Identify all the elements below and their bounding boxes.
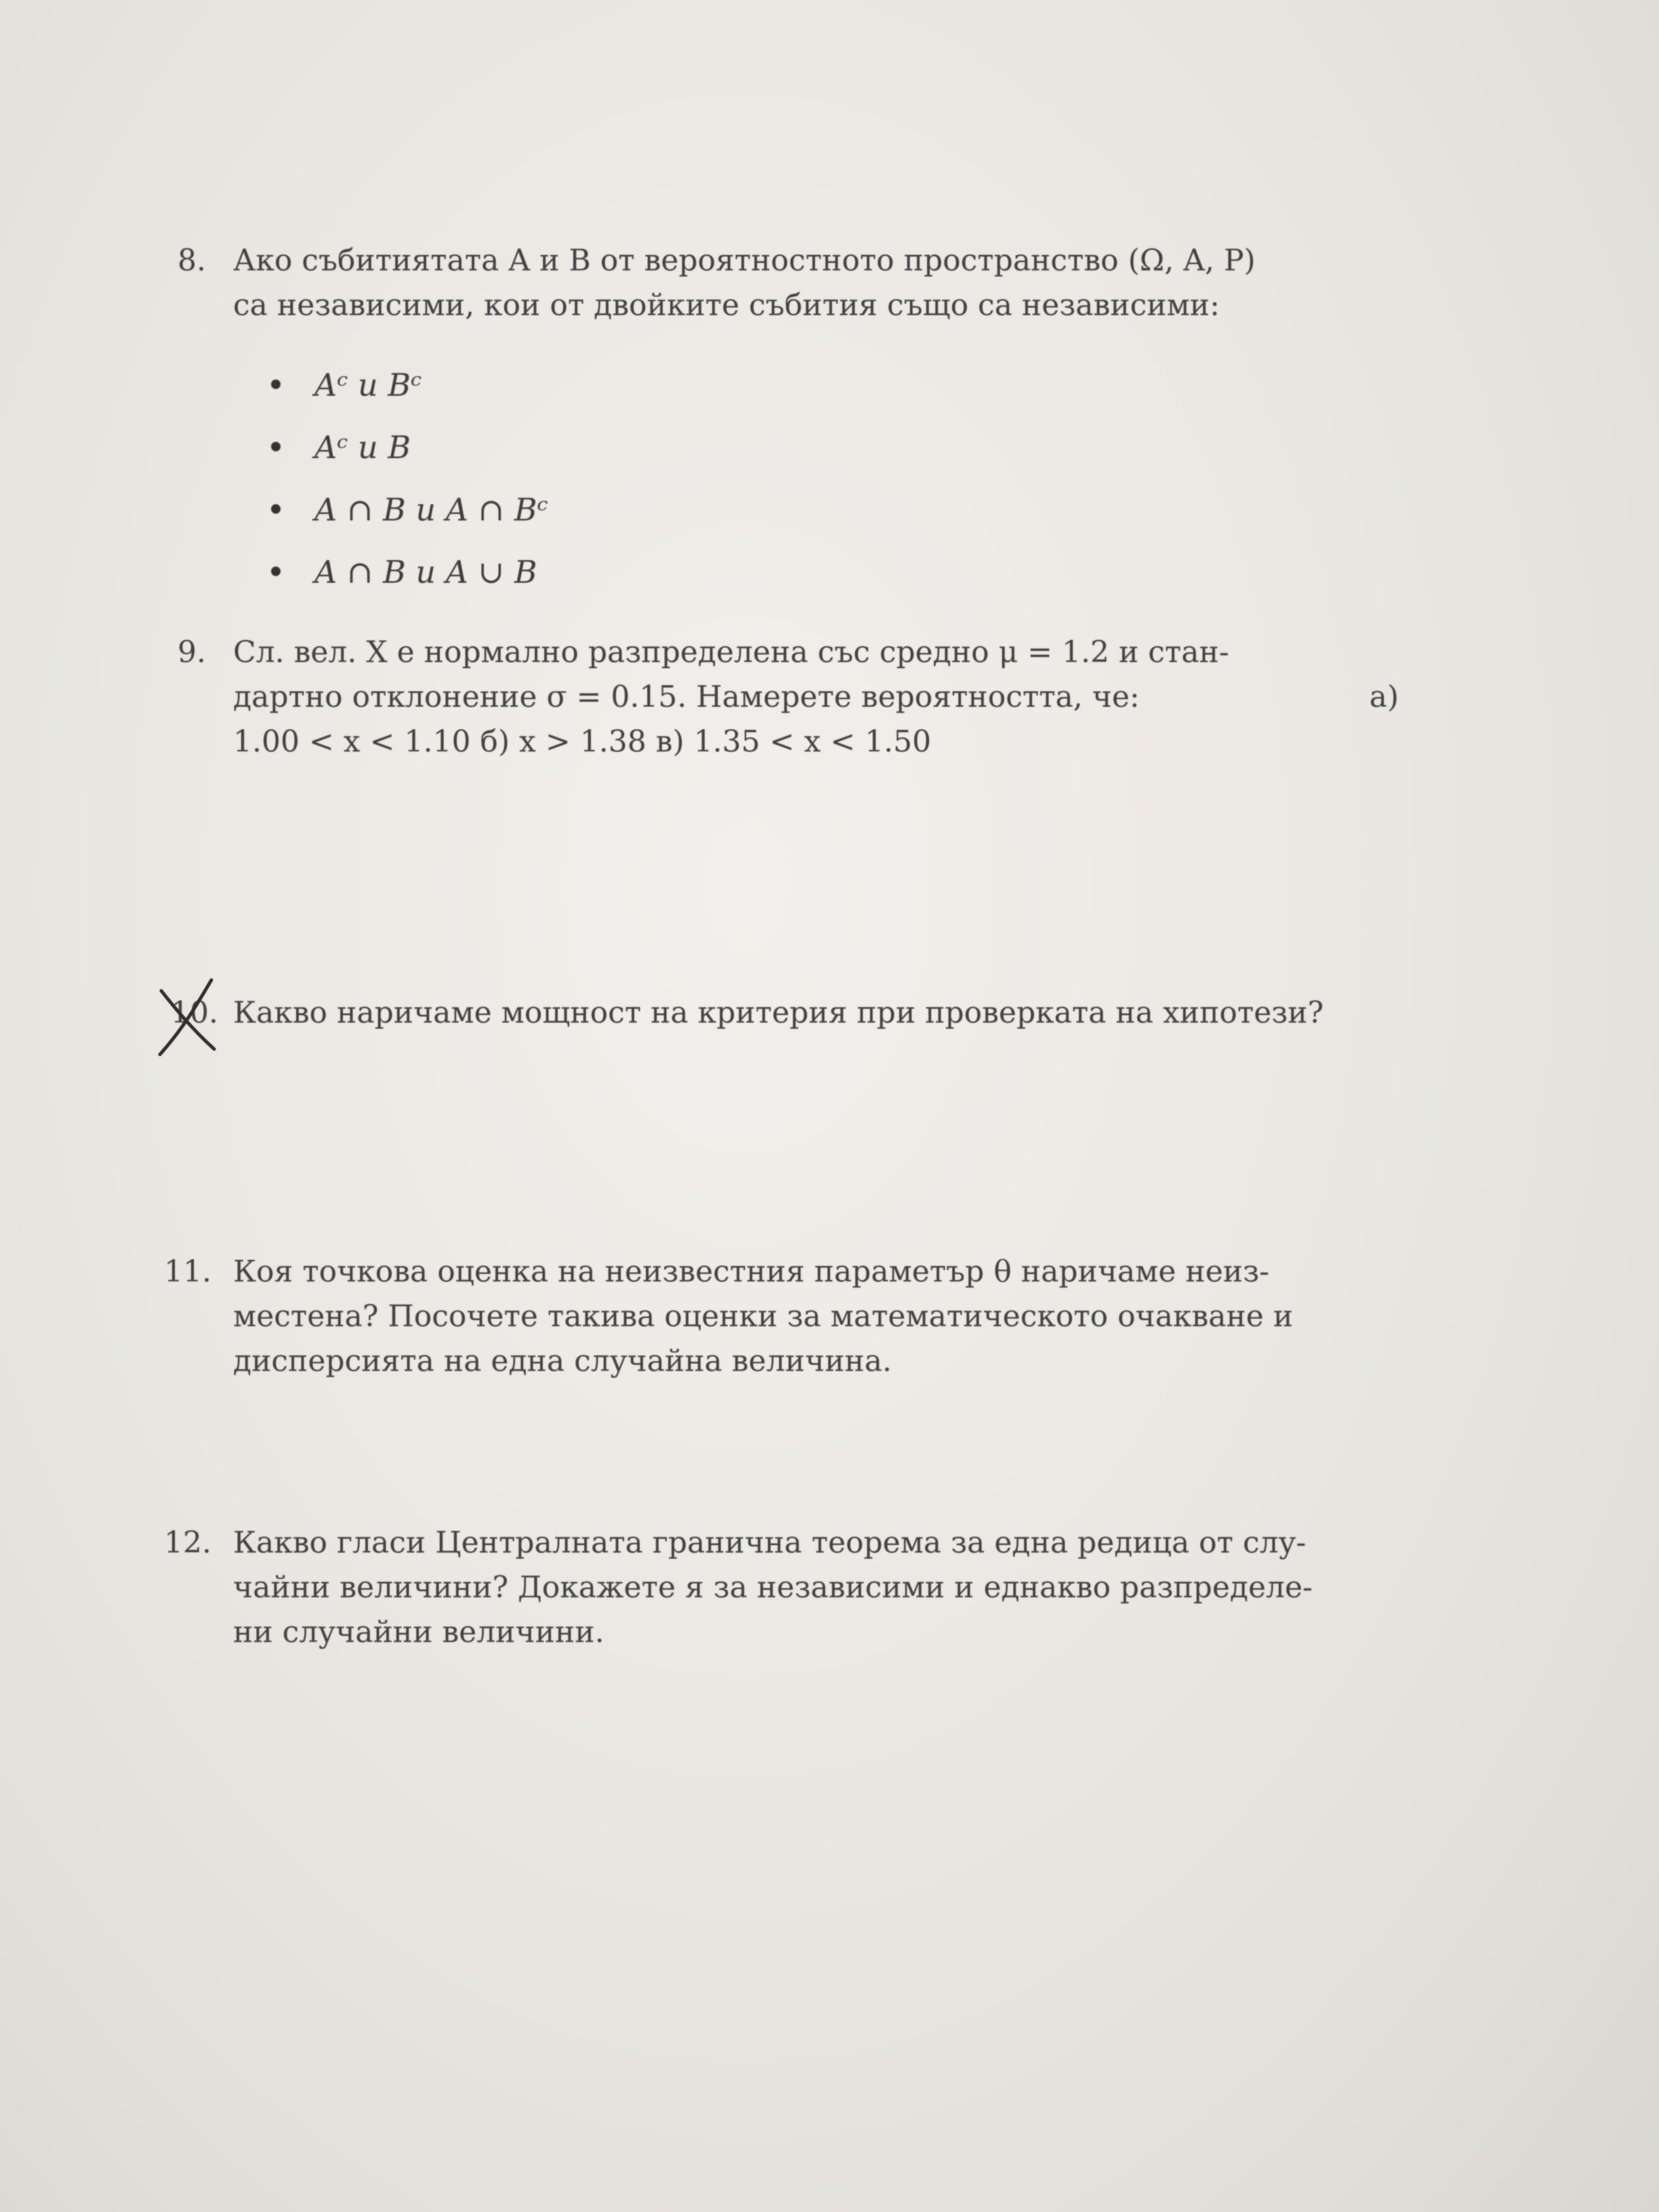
- question-number: 12.: [164, 1525, 211, 1560]
- question-line-row: [233, 675, 1399, 720]
- question-text: [233, 1250, 1399, 1384]
- question-number: 11.: [164, 1254, 211, 1289]
- question-line: Сл. вел. X е нормално разпределена със средно μ = 1.2 и стан-: [233, 635, 1229, 670]
- question-line: Какво наричаме мощност на критерия при проверката на хипотези?: [233, 996, 1324, 1030]
- option-text: A ∩ B и A ∩ Bᶜ: [314, 491, 548, 528]
- question-line: ни случайни величини.: [233, 1615, 605, 1650]
- question-text: [233, 630, 1399, 764]
- question-line: 1.00 < x < 1.10 б) x > 1.38 в) 1.35 < x < 1.50: [233, 724, 932, 759]
- bullet-icon: [271, 442, 281, 451]
- question-line: дартно отклонение σ = 0.15. Намерете вероятността, че:: [233, 680, 1140, 714]
- question-number: 10.: [171, 996, 218, 1030]
- bullet-icon: [271, 567, 281, 576]
- question-text: [233, 991, 1399, 1036]
- question-number: 9.: [178, 635, 206, 670]
- question-line: Какво гласи Централната гранична теорема за една редица от слу-: [233, 1525, 1307, 1560]
- question-line: чайни величини? Докажете я за независими и еднакво разпределе-: [233, 1570, 1313, 1605]
- option-text: A ∩ B и A ∪ B: [314, 554, 537, 590]
- sub-label: a): [1369, 680, 1399, 714]
- question-text: [233, 239, 1399, 328]
- option-text: Aᶜ и Bᶜ: [314, 367, 422, 403]
- option-text: Aᶜ и B: [314, 429, 411, 466]
- question-line: Коя точкова оценка на неизвестния параметър θ наричаме неиз-: [233, 1254, 1269, 1289]
- question-line: дисперсията на една случайна величина.: [233, 1344, 892, 1378]
- question-text: [233, 1521, 1399, 1655]
- bullet-icon: [271, 380, 281, 389]
- question-number: 8.: [178, 243, 206, 278]
- question-line: Ако събитиятата A и B от вероятностното пространство (Ω, A, P): [233, 243, 1256, 278]
- question-line: местена? Посочете такива оценки за математическото очакване и: [233, 1299, 1294, 1334]
- question-line: са независими, кои от двойките събития също са независими:: [233, 288, 1220, 323]
- bullet-icon: [271, 504, 281, 514]
- handwritten-cross-mark: [156, 976, 217, 1057]
